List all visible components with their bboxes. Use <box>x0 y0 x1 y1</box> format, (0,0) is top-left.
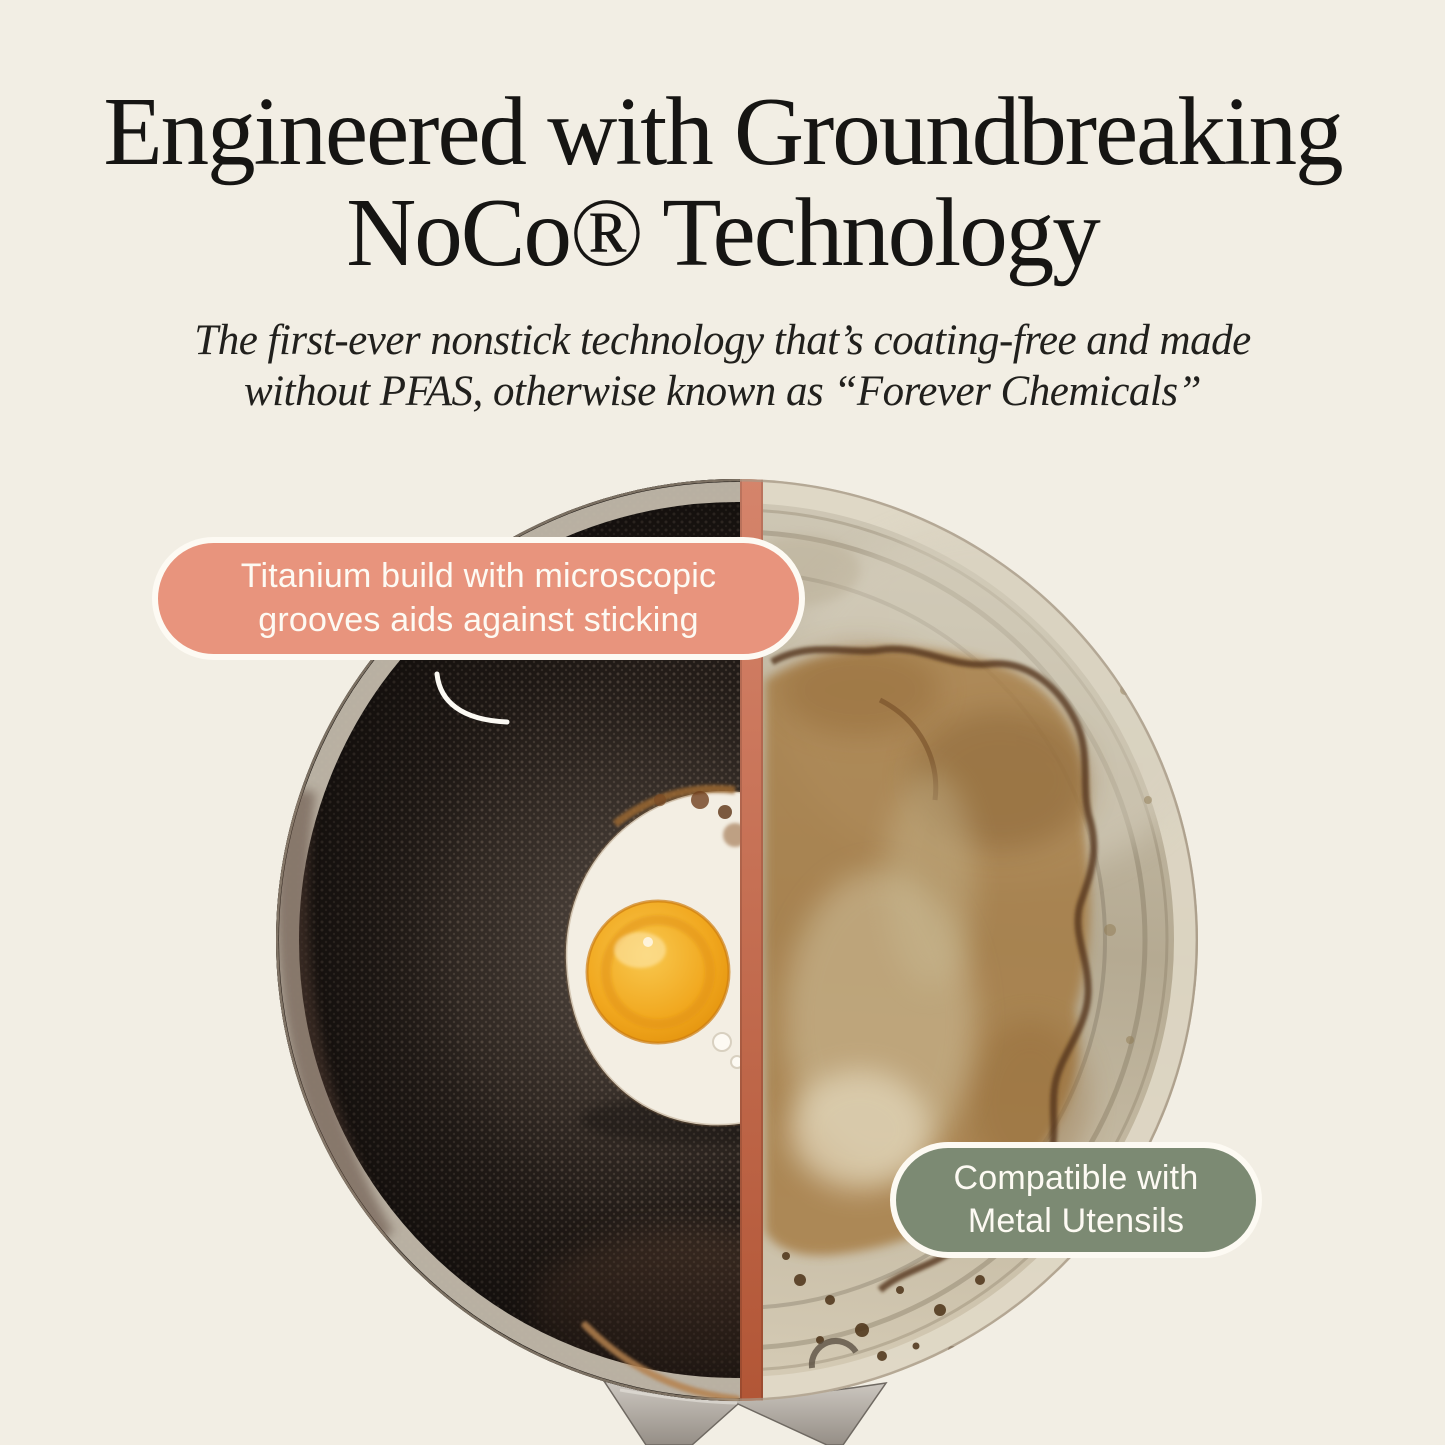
page-subtitle-line2: without PFAS, otherwise known as “Forever Chemicals” <box>244 367 1201 415</box>
callout-metal-utensils-line2: Metal Utensils <box>967 1202 1185 1240</box>
egg-yolk <box>587 901 729 1043</box>
callout-metal-utensils <box>890 1142 1262 1258</box>
callout-nonstick <box>152 537 805 660</box>
page-subtitle-line1: The first-ever nonstick technology that’s coating-free and made <box>194 317 1251 364</box>
page-title-line2: NoCo® Technology <box>346 178 1099 286</box>
callout-nonstick-line2: grooves aids against sticking <box>258 600 699 639</box>
callout-nonstick-line1: Titanium build with microscopic <box>240 557 717 596</box>
page-title-line1: Engineered with Groundbreaking <box>103 78 1342 185</box>
callout-metal-utensils-line1: Compatible with <box>953 1158 1199 1197</box>
